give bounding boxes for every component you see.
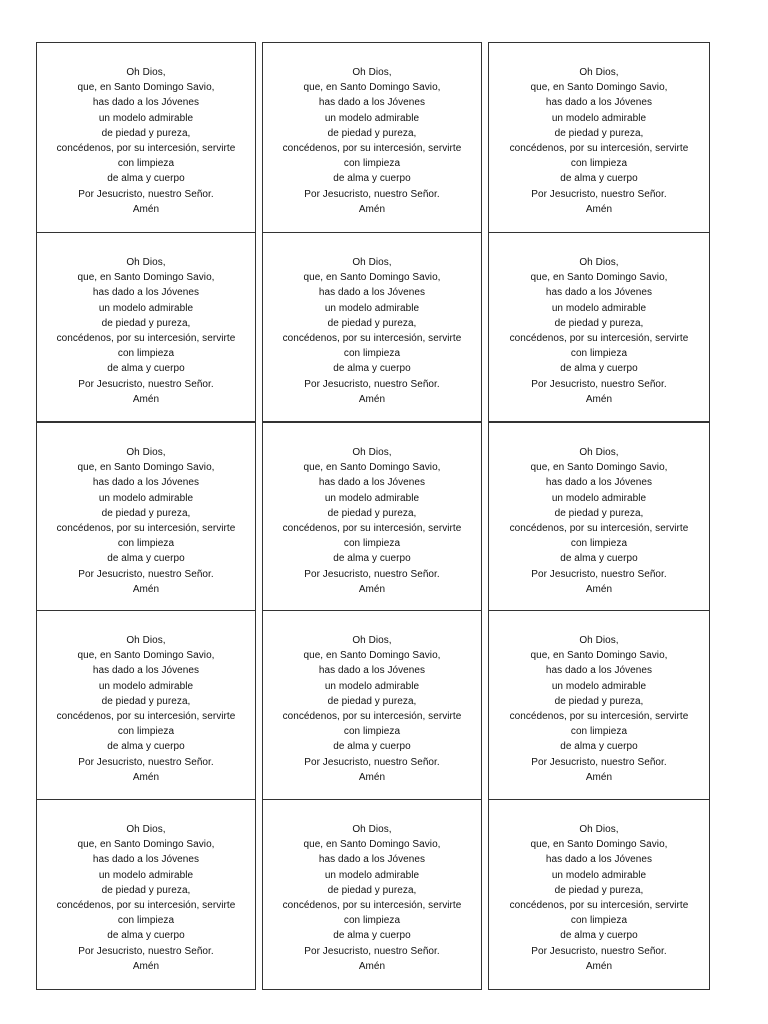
prayer-line: has dado a los Jóvenes [318,854,426,866]
prayer-line: con limpieza [117,915,175,927]
prayer-line: de alma y cuerpo [333,173,411,185]
prayer-line: de piedad y pureza, [554,507,644,519]
prayer-line: Oh Dios, [126,824,166,835]
prayer-card [488,610,710,800]
prayer-line: Amén [358,203,386,215]
prayer-line: concédenos, por su intercesión, servirte [282,333,462,345]
prayer-line: has dado a los Jóvenes [318,665,426,677]
prayer-line: un modelo admirable [324,302,420,314]
prayer-line: un modelo admirable [551,680,647,692]
prayer-card [262,42,482,233]
prayer-line: un modelo admirable [551,302,647,314]
prayer-line: con limpieza [570,915,628,927]
prayer-line: con limpieza [343,158,401,170]
prayer-line: de alma y cuerpo [333,741,411,753]
prayer-line: que, en Santo Domingo Savio, [77,839,215,851]
prayer-line: concédenos, por su intercesión, servirte [282,143,462,155]
prayer-line: Amén [132,203,160,215]
prayer-line: concédenos, por su intercesión, servirte [509,333,689,345]
prayer-line: que, en Santo Domingo Savio, [303,272,441,284]
prayer-text [57,255,236,407]
prayer-line: concédenos, por su intercesión, servirte [56,711,236,723]
prayer-line: que, en Santo Domingo Savio, [303,839,441,851]
prayer-line: que, en Santo Domingo Savio, [530,839,668,851]
prayer-line: Amén [585,393,613,405]
prayer-card [36,232,256,422]
prayer-line: de alma y cuerpo [107,363,185,375]
prayer-line: has dado a los Jóvenes [92,97,200,109]
prayer-line: con limpieza [343,726,401,738]
prayer-card [262,799,482,990]
prayer-card [262,232,482,422]
prayer-line: de piedad y pureza, [554,127,644,139]
prayer-line: Oh Dios, [126,635,166,646]
prayer-line: has dado a los Jóvenes [92,665,200,677]
prayer-line: concédenos, por su intercesión, servirte [56,900,236,912]
prayer-line: un modelo admirable [98,680,194,692]
prayer-text [283,822,462,974]
prayer-line: Amén [585,960,613,972]
prayer-line: concédenos, por su intercesión, servirte [509,711,689,723]
prayer-line: de piedad y pureza, [101,884,191,896]
prayer-line: Por Jesucristo, nuestro Señor. [304,756,440,768]
prayer-line: Amén [358,771,386,783]
prayer-line: con limpieza [117,158,175,170]
prayer-line: de piedad y pureza, [327,317,417,329]
prayer-line: Por Jesucristo, nuestro Señor. [304,378,440,390]
prayer-line: de alma y cuerpo [107,553,185,565]
prayer-line: Oh Dios, [352,635,392,646]
prayer-line: que, en Santo Domingo Savio, [303,462,441,474]
prayer-card [488,422,710,611]
prayer-line: un modelo admirable [324,112,420,124]
prayer-line: Por Jesucristo, nuestro Señor. [531,756,667,768]
prayer-line: Amén [358,393,386,405]
prayer-text [57,633,236,785]
prayer-line: de alma y cuerpo [560,741,638,753]
prayer-line: un modelo admirable [98,112,194,124]
prayer-card [36,422,256,611]
prayer-line: de alma y cuerpo [107,930,185,942]
prayer-line: Por Jesucristo, nuestro Señor. [304,568,440,580]
prayer-line: concédenos, por su intercesión, servirte [56,333,236,345]
prayer-line: de alma y cuerpo [560,930,638,942]
prayer-line: un modelo admirable [324,492,420,504]
prayer-line: de piedad y pureza, [327,507,417,519]
prayer-card [36,610,256,800]
prayer-card [262,422,482,611]
prayer-line: de piedad y pureza, [101,317,191,329]
prayer-line: un modelo admirable [98,492,194,504]
prayer-line: de piedad y pureza, [101,695,191,707]
prayer-line: de piedad y pureza, [554,317,644,329]
prayer-line: Por Jesucristo, nuestro Señor. [78,188,214,200]
prayer-line: has dado a los Jóvenes [545,97,653,109]
prayer-line: con limpieza [343,348,401,360]
prayer-line: de alma y cuerpo [107,741,185,753]
prayer-line: de piedad y pureza, [327,695,417,707]
prayer-line: un modelo admirable [551,869,647,881]
prayer-line: un modelo admirable [324,680,420,692]
prayer-line: Oh Dios, [352,824,392,835]
prayer-line: Oh Dios, [579,447,619,458]
prayer-text [57,822,236,974]
prayer-line: que, en Santo Domingo Savio, [303,650,441,662]
prayer-line: Oh Dios, [579,824,619,835]
prayer-line: de alma y cuerpo [333,363,411,375]
prayer-text [57,445,236,597]
prayer-line: Amén [132,960,160,972]
prayer-line: de piedad y pureza, [554,695,644,707]
prayer-text [283,445,462,597]
prayer-line: Por Jesucristo, nuestro Señor. [304,188,440,200]
prayer-line: Oh Dios, [352,447,392,458]
prayer-line: has dado a los Jóvenes [318,97,426,109]
prayer-line: Por Jesucristo, nuestro Señor. [531,568,667,580]
prayer-line: has dado a los Jóvenes [318,477,426,489]
prayer-line: un modelo admirable [98,869,194,881]
prayer-line: Oh Dios, [126,447,166,458]
prayer-line: de piedad y pureza, [101,507,191,519]
prayer-line: Por Jesucristo, nuestro Señor. [78,378,214,390]
prayer-text [57,65,236,217]
prayer-line: que, en Santo Domingo Savio, [530,82,668,94]
prayer-line: de alma y cuerpo [560,363,638,375]
prayer-line: Oh Dios, [126,257,166,268]
prayer-line: concédenos, por su intercesión, servirte [509,143,689,155]
prayer-line: has dado a los Jóvenes [545,287,653,299]
prayer-text [510,445,689,597]
prayer-line: que, en Santo Domingo Savio, [530,650,668,662]
prayer-line: que, en Santo Domingo Savio, [303,82,441,94]
prayer-line: Oh Dios, [352,67,392,78]
prayer-line: que, en Santo Domingo Savio, [77,462,215,474]
prayer-line: Por Jesucristo, nuestro Señor. [304,945,440,957]
prayer-line: Por Jesucristo, nuestro Señor. [78,568,214,580]
prayer-line: concédenos, por su intercesión, servirte [282,900,462,912]
prayer-line: Por Jesucristo, nuestro Señor. [78,756,214,768]
prayer-line: Por Jesucristo, nuestro Señor. [531,188,667,200]
prayer-line: Amén [358,583,386,595]
prayer-line: con limpieza [117,538,175,550]
prayer-line: concédenos, por su intercesión, servirte [56,143,236,155]
prayer-line: Amén [132,771,160,783]
prayer-line: de piedad y pureza, [101,127,191,139]
prayer-line: con limpieza [117,726,175,738]
prayer-text [510,65,689,217]
prayer-line: un modelo admirable [324,869,420,881]
prayer-line: un modelo admirable [551,112,647,124]
prayer-text [283,255,462,407]
prayer-card [488,42,710,233]
prayer-line: concédenos, por su intercesión, servirte [282,523,462,535]
prayer-line: de alma y cuerpo [560,553,638,565]
prayer-line: con limpieza [570,538,628,550]
prayer-line: con limpieza [343,538,401,550]
prayer-line: Oh Dios, [352,257,392,268]
prayer-line: has dado a los Jóvenes [545,477,653,489]
prayer-line: de alma y cuerpo [107,173,185,185]
prayer-card [262,610,482,800]
prayer-line: que, en Santo Domingo Savio, [77,272,215,284]
prayer-line: has dado a los Jóvenes [545,854,653,866]
prayer-line: un modelo admirable [98,302,194,314]
prayer-line: con limpieza [570,348,628,360]
prayer-line: de piedad y pureza, [554,884,644,896]
prayer-card-sheet [36,42,710,990]
prayer-line: de alma y cuerpo [333,930,411,942]
prayer-line: concédenos, por su intercesión, servirte [56,523,236,535]
prayer-line: Oh Dios, [579,67,619,78]
prayer-line: con limpieza [343,915,401,927]
prayer-line: un modelo admirable [551,492,647,504]
prayer-line: con limpieza [570,158,628,170]
prayer-line: que, en Santo Domingo Savio, [77,650,215,662]
prayer-line: que, en Santo Domingo Savio, [77,82,215,94]
prayer-line: de piedad y pureza, [327,127,417,139]
prayer-line: Oh Dios, [579,635,619,646]
prayer-text [510,633,689,785]
prayer-line: concédenos, por su intercesión, servirte [509,523,689,535]
prayer-text [510,255,689,407]
prayer-card [36,42,256,233]
prayer-line: has dado a los Jóvenes [92,477,200,489]
prayer-line: Oh Dios, [579,257,619,268]
prayer-line: de alma y cuerpo [560,173,638,185]
prayer-text [283,65,462,217]
prayer-line: con limpieza [570,726,628,738]
prayer-line: has dado a los Jóvenes [92,854,200,866]
prayer-line: Por Jesucristo, nuestro Señor. [531,945,667,957]
prayer-line: Por Jesucristo, nuestro Señor. [531,378,667,390]
prayer-card [488,799,710,990]
prayer-line: Por Jesucristo, nuestro Señor. [78,945,214,957]
prayer-line: Amén [132,393,160,405]
prayer-line: has dado a los Jóvenes [318,287,426,299]
prayer-line: que, en Santo Domingo Savio, [530,462,668,474]
prayer-line: de alma y cuerpo [333,553,411,565]
prayer-text [510,822,689,974]
prayer-line: de piedad y pureza, [327,884,417,896]
prayer-line: que, en Santo Domingo Savio, [530,272,668,284]
prayer-line: concédenos, por su intercesión, servirte [509,900,689,912]
prayer-text [283,633,462,785]
prayer-card [36,799,256,990]
prayer-line: con limpieza [117,348,175,360]
prayer-line: Amén [585,771,613,783]
prayer-line: has dado a los Jóvenes [545,665,653,677]
prayer-line: Amén [585,203,613,215]
prayer-line: Oh Dios, [126,67,166,78]
prayer-line: concédenos, por su intercesión, servirte [282,711,462,723]
prayer-line: Amén [585,583,613,595]
prayer-card [488,232,710,422]
prayer-line: Amén [132,583,160,595]
prayer-line: Amén [358,960,386,972]
prayer-line: has dado a los Jóvenes [92,287,200,299]
